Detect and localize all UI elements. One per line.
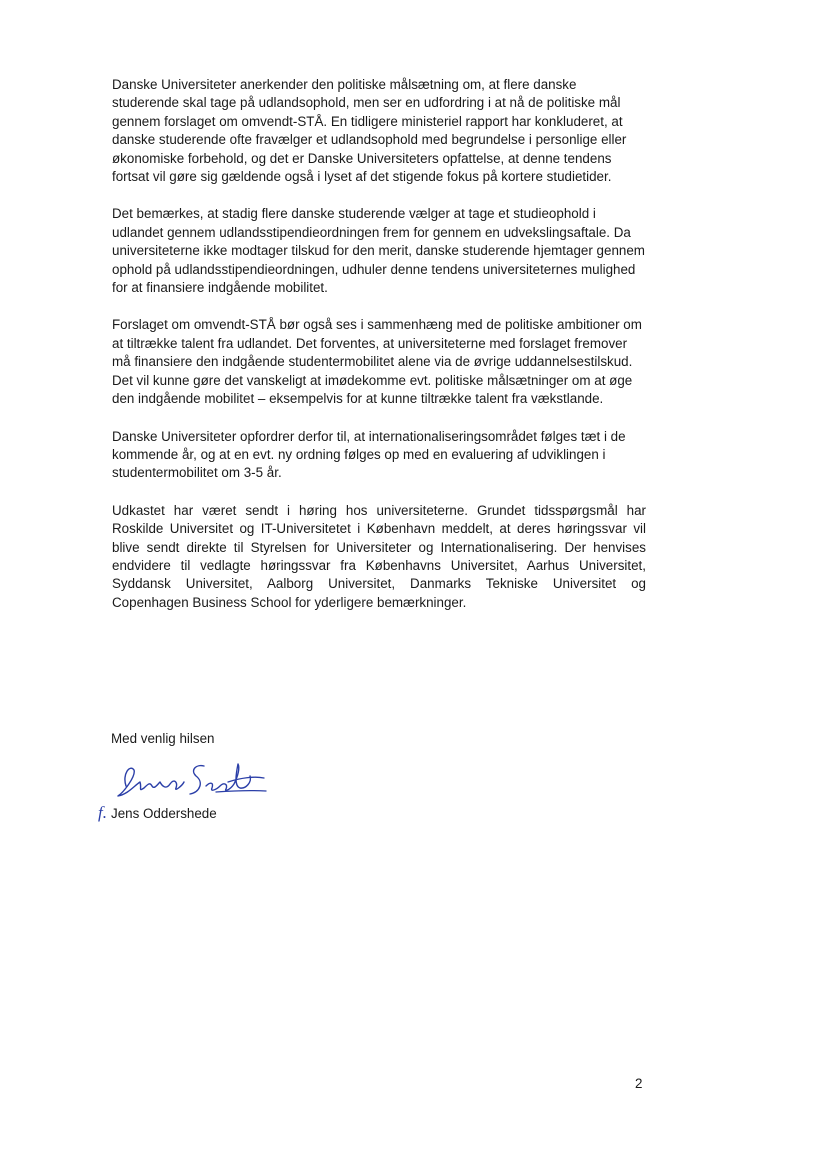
svg-text:f.: f. — [98, 803, 107, 822]
closing-salutation: Med venlig hilsen — [111, 731, 215, 746]
paragraph-talent-attraction: Forslaget om omvendt-STÅ bør også ses i sammenhæng med de politiske ambitioner om at tiltrække talent fra udlandet. Det forventes, at universiteterne med forslaget fremover må finansiere den indgående studentermobilitet alene via de øvrige uddannelsestilskud. Det vil kunne gøre det vanskeligt at imødekomme evt. politiske målsætninger om at øge den indgående mobilitet – eksempelvis for at kunne tiltrække talent fra vækstlande. — [112, 317, 642, 407]
page-number: 2 — [635, 1076, 643, 1091]
paragraph-recommendation: Danske Universiteter opfordrer derfor til, at internationaliseringsområdet følges tæt i de kommende år, og at en evt. ny ordning følges op med en evaluering af udviklingen i studentermobilitet om 3-5 år. — [112, 428, 626, 481]
letter-body — [112, 76, 646, 631]
handwritten-signature — [112, 756, 272, 802]
signer-name: Jens Oddershede — [111, 806, 217, 821]
paragraph-stipend-scheme: Det bemærkes, at stadig flere danske studerende vælger at tage et studieophold i udlandet gennem udlandsstipendieordningen frem for gennem en udvekslingsaftale. Da universiteterne ikke modtager tilskud for den merit, danske studerende hjemtager gennem ophold på udlandsstipendieordningen, udhuler denne tendens universiteternes mulighed for at finansiere indgående mobilitet. — [112, 206, 645, 296]
paragraph-consultation: Udkastet har været sendt i høring hos universiteterne. Grundet tidsspørgsmål har Roskilde Universitet og IT-Universitetet i København meddelt, at deres høringssvar vil blive sendt direkte til Styrelsen for Universiteter og Internationalisering. Der henvises endvidere til vedlagte høringssvar fra Københavns Universitet, Aarhus Universitet, Syddansk Universitet, Aalborg Universitet, Danmarks Tekniske Universitet og Copenhagen Business School for yderligere bemærkninger. — [112, 502, 646, 610]
paragraph-mobility-goal: Danske Universiteter anerkender den politiske målsætning om, at flere danske studerende skal tage på udlandsophold, men ser en udfordring i at nå de politiske mål gennem forslaget om omvendt-STÅ. En tidligere ministeriel rapport har konkluderet, at danske studerende ofte fravælger et udlandsophold med begrundelse i personlige eller økonomiske forbehold, og det er Danske Universiteters opfattelse, at denne tendens fortsat vil gøre sig gældende også i lyset af det stigende fokus på kortere studietider. — [112, 77, 627, 185]
